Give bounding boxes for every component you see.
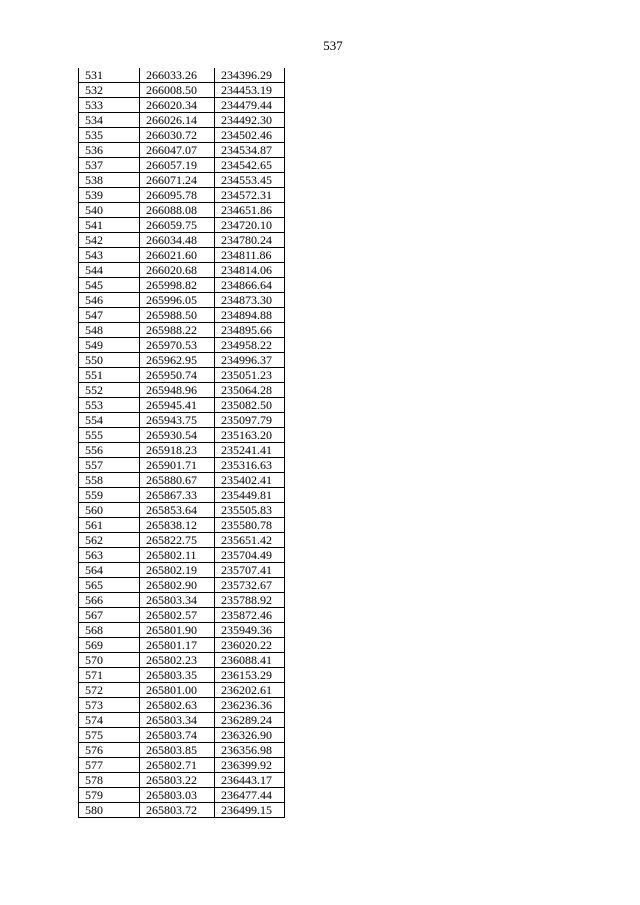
x-coordinate-cell: 266059.75 [140,218,215,233]
x-coordinate-cell: 265930.54 [140,428,215,443]
table-row [79,368,285,383]
x-coordinate-cell: 265918.23 [140,443,215,458]
table-row [79,458,285,473]
point-number-cell: 556 [79,443,140,458]
y-coordinate-cell: 235402.41 [215,473,285,488]
point-number-cell: 534 [79,113,140,128]
x-coordinate-cell: 265822.75 [140,533,215,548]
point-number-cell: 543 [79,248,140,263]
table-row [79,563,285,578]
y-coordinate-cell: 235449.81 [215,488,285,503]
x-coordinate-cell: 266047.07 [140,143,215,158]
table-row [79,83,285,98]
table-row [79,728,285,743]
y-coordinate-cell: 234873.30 [215,293,285,308]
point-number-cell: 532 [79,83,140,98]
table-row [79,308,285,323]
x-coordinate-cell: 265802.71 [140,758,215,773]
x-coordinate-cell: 266033.26 [140,68,215,83]
point-number-cell: 548 [79,323,140,338]
y-coordinate-cell: 234895.66 [215,323,285,338]
table-row [79,638,285,653]
y-coordinate-cell: 236289.24 [215,713,285,728]
point-number-cell: 551 [79,368,140,383]
point-number-cell: 563 [79,548,140,563]
point-number-cell: 578 [79,773,140,788]
y-coordinate-cell: 235707.41 [215,563,285,578]
y-coordinate-cell: 236499.15 [215,803,285,818]
y-coordinate-cell: 234534.87 [215,143,285,158]
table-row [79,248,285,263]
x-coordinate-cell: 266088.08 [140,203,215,218]
table-row [79,428,285,443]
table-row [79,263,285,278]
y-coordinate-cell: 236477.44 [215,788,285,803]
point-number-cell: 565 [79,578,140,593]
table-row [79,353,285,368]
x-coordinate-cell: 266071.24 [140,173,215,188]
x-coordinate-cell: 265838.12 [140,518,215,533]
y-coordinate-cell: 235097.79 [215,413,285,428]
point-number-cell: 540 [79,203,140,218]
point-number-cell: 554 [79,413,140,428]
y-coordinate-cell: 234894.88 [215,308,285,323]
y-coordinate-cell: 234811.86 [215,248,285,263]
table-row [79,683,285,698]
x-coordinate-cell: 265803.85 [140,743,215,758]
x-coordinate-cell: 265803.35 [140,668,215,683]
table-row [79,593,285,608]
table-row [79,548,285,563]
table-row [79,413,285,428]
x-coordinate-cell: 266020.68 [140,263,215,278]
point-number-cell: 553 [79,398,140,413]
x-coordinate-cell: 265802.57 [140,608,215,623]
y-coordinate-cell: 235872.46 [215,608,285,623]
x-coordinate-cell: 265801.17 [140,638,215,653]
y-coordinate-cell: 234553.45 [215,173,285,188]
point-number-cell: 567 [79,608,140,623]
point-number-cell: 568 [79,623,140,638]
x-coordinate-cell: 265943.75 [140,413,215,428]
y-coordinate-cell: 235580.78 [215,518,285,533]
y-coordinate-cell: 235051.23 [215,368,285,383]
table-row [79,218,285,233]
table-row [79,503,285,518]
y-coordinate-cell: 235732.67 [215,578,285,593]
table-row [79,158,285,173]
point-number-cell: 560 [79,503,140,518]
y-coordinate-cell: 235788.92 [215,593,285,608]
x-coordinate-cell: 265853.64 [140,503,215,518]
x-coordinate-cell: 265802.90 [140,578,215,593]
table-row [79,578,285,593]
table-row [79,233,285,248]
x-coordinate-cell: 265803.74 [140,728,215,743]
x-coordinate-cell: 265998.82 [140,278,215,293]
table-row [79,98,285,113]
point-number-cell: 571 [79,668,140,683]
x-coordinate-cell: 265802.19 [140,563,215,578]
table-row [79,518,285,533]
table-row [79,68,285,83]
y-coordinate-cell: 236153.29 [215,668,285,683]
x-coordinate-cell: 266008.50 [140,83,215,98]
y-coordinate-cell: 235241.41 [215,443,285,458]
x-coordinate-cell: 265803.34 [140,713,215,728]
x-coordinate-cell: 266026.14 [140,113,215,128]
y-coordinate-cell: 234996.37 [215,353,285,368]
x-coordinate-cell: 265867.33 [140,488,215,503]
table-row [79,278,285,293]
coordinates-table-body [79,68,285,818]
point-number-cell: 579 [79,788,140,803]
x-coordinate-cell: 265996.05 [140,293,215,308]
table-row [79,743,285,758]
y-coordinate-cell: 235316.63 [215,458,285,473]
point-number-cell: 539 [79,188,140,203]
y-coordinate-cell: 234479.44 [215,98,285,113]
point-number-cell: 536 [79,143,140,158]
x-coordinate-cell: 265802.23 [140,653,215,668]
y-coordinate-cell: 234651.86 [215,203,285,218]
table-row [79,758,285,773]
y-coordinate-cell: 236020.22 [215,638,285,653]
point-number-cell: 572 [79,683,140,698]
point-number-cell: 562 [79,533,140,548]
x-coordinate-cell: 265880.67 [140,473,215,488]
x-coordinate-cell: 266030.72 [140,128,215,143]
table-row [79,188,285,203]
point-number-cell: 559 [79,488,140,503]
point-number-cell: 550 [79,353,140,368]
x-coordinate-cell: 266034.48 [140,233,215,248]
x-coordinate-cell: 266095.78 [140,188,215,203]
table-row [79,533,285,548]
point-number-cell: 533 [79,98,140,113]
y-coordinate-cell: 234453.19 [215,83,285,98]
x-coordinate-cell: 265901.71 [140,458,215,473]
table-row [79,788,285,803]
table-row [79,773,285,788]
y-coordinate-cell: 234958.22 [215,338,285,353]
table-row [79,398,285,413]
point-number-cell: 573 [79,698,140,713]
table-row [79,653,285,668]
point-number-cell: 537 [79,158,140,173]
point-number-cell: 577 [79,758,140,773]
x-coordinate-cell: 265803.72 [140,803,215,818]
point-number-cell: 541 [79,218,140,233]
point-number-cell: 542 [79,233,140,248]
point-number-cell: 557 [79,458,140,473]
y-coordinate-cell: 234542.65 [215,158,285,173]
point-number-cell: 549 [79,338,140,353]
point-number-cell: 576 [79,743,140,758]
table-row [79,488,285,503]
point-number-cell: 570 [79,653,140,668]
y-coordinate-cell: 234866.64 [215,278,285,293]
x-coordinate-cell: 266021.60 [140,248,215,263]
x-coordinate-cell: 265988.50 [140,308,215,323]
x-coordinate-cell: 265950.74 [140,368,215,383]
y-coordinate-cell: 234492.30 [215,113,285,128]
y-coordinate-cell: 235505.83 [215,503,285,518]
table-row [79,323,285,338]
table-row [79,143,285,158]
table-row [79,608,285,623]
y-coordinate-cell: 236202.61 [215,683,285,698]
y-coordinate-cell: 236326.90 [215,728,285,743]
point-number-cell: 552 [79,383,140,398]
x-coordinate-cell: 265945.41 [140,398,215,413]
x-coordinate-cell: 265803.34 [140,593,215,608]
point-number-cell: 546 [79,293,140,308]
table-row [79,443,285,458]
y-coordinate-cell: 234572.31 [215,188,285,203]
y-coordinate-cell: 235704.49 [215,548,285,563]
y-coordinate-cell: 236088.41 [215,653,285,668]
table-row [79,203,285,218]
x-coordinate-cell: 265962.95 [140,353,215,368]
point-number-cell: 538 [79,173,140,188]
y-coordinate-cell: 234780.24 [215,233,285,248]
coordinates-table [78,68,285,818]
point-number-cell: 575 [79,728,140,743]
table-row [79,293,285,308]
y-coordinate-cell: 236356.98 [215,743,285,758]
x-coordinate-cell: 265802.11 [140,548,215,563]
point-number-cell: 566 [79,593,140,608]
x-coordinate-cell: 266020.34 [140,98,215,113]
point-number-cell: 558 [79,473,140,488]
y-coordinate-cell: 234396.29 [215,68,285,83]
x-coordinate-cell: 265802.63 [140,698,215,713]
x-coordinate-cell: 265801.90 [140,623,215,638]
table-row [79,128,285,143]
y-coordinate-cell: 234502.46 [215,128,285,143]
x-coordinate-cell: 265948.96 [140,383,215,398]
y-coordinate-cell: 236236.36 [215,698,285,713]
point-number-cell: 574 [79,713,140,728]
point-number-cell: 569 [79,638,140,653]
point-number-cell: 531 [79,68,140,83]
table-row [79,473,285,488]
y-coordinate-cell: 235082.50 [215,398,285,413]
y-coordinate-cell: 235949.36 [215,623,285,638]
x-coordinate-cell: 265988.22 [140,323,215,338]
x-coordinate-cell: 266057.19 [140,158,215,173]
page-number: 537 [323,38,343,53]
point-number-cell: 544 [79,263,140,278]
table-row [79,383,285,398]
y-coordinate-cell: 234814.06 [215,263,285,278]
point-number-cell: 547 [79,308,140,323]
point-number-cell: 580 [79,803,140,818]
table-row [79,173,285,188]
table-row [79,338,285,353]
x-coordinate-cell: 265803.22 [140,773,215,788]
point-number-cell: 545 [79,278,140,293]
x-coordinate-cell: 265970.53 [140,338,215,353]
point-number-cell: 535 [79,128,140,143]
y-coordinate-cell: 236399.92 [215,758,285,773]
table-row [79,623,285,638]
table-row [79,668,285,683]
x-coordinate-cell: 265803.03 [140,788,215,803]
point-number-cell: 555 [79,428,140,443]
y-coordinate-cell: 235651.42 [215,533,285,548]
y-coordinate-cell: 234720.10 [215,218,285,233]
point-number-cell: 564 [79,563,140,578]
x-coordinate-cell: 265801.00 [140,683,215,698]
table-row [79,713,285,728]
y-coordinate-cell: 236443.17 [215,773,285,788]
table-row [79,803,285,818]
y-coordinate-cell: 235064.28 [215,383,285,398]
y-coordinate-cell: 235163.20 [215,428,285,443]
point-number-cell: 561 [79,518,140,533]
table-row [79,113,285,128]
table-row [79,698,285,713]
